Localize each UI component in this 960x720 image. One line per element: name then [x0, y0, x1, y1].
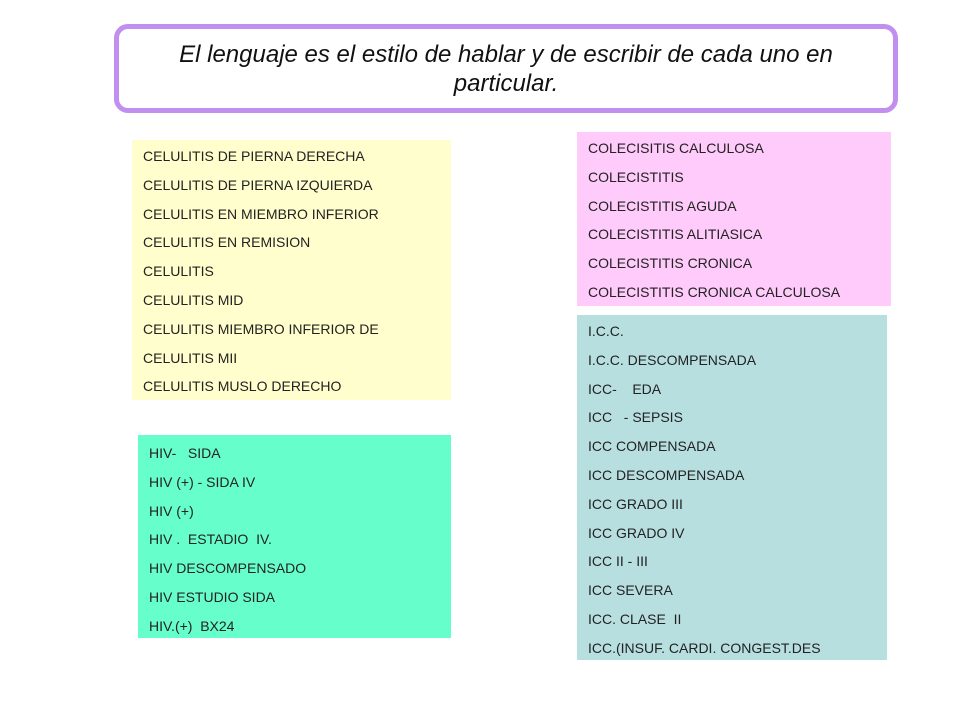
hiv-item: HIV- SIDA: [149, 445, 221, 461]
hiv-item: HIV DESCOMPENSADO: [149, 560, 307, 577]
celulitis-item: CELULITIS DE PIERNA IZQUIERDA: [143, 176, 373, 193]
celulitis-item: CELULITIS MID: [143, 291, 244, 308]
celulitis-item: CELULITIS EN REMISION: [143, 234, 311, 251]
celulitis-item: CELULITIS MII: [143, 349, 238, 366]
colecistitis-item: COLECISTITIS CRONICA CALCULOSA: [588, 283, 841, 300]
celulitis-list: [132, 140, 451, 400]
colecistitis-item: COLECISITIS CALCULOSA: [588, 140, 764, 156]
icc-item: ICC SEVERA: [588, 582, 673, 599]
icc-item: ICC.(INSUF. CARDI. CONGEST.DES: [588, 639, 821, 656]
colecistitis-list: [577, 132, 891, 306]
icc-item: ICC COMPENSADA: [588, 438, 716, 455]
icc-item: I.C.C.: [588, 323, 624, 339]
hiv-item: HIV ESTUDIO SIDA: [149, 588, 276, 605]
hiv-item: HIV.(+) BX24: [149, 617, 235, 634]
celulitis-item: CELULITIS: [143, 263, 214, 280]
colecistitis-item: COLECISTITIS ALITIASICA: [588, 226, 763, 243]
celulitis-item: CELULITIS MIEMBRO INFERIOR DE: [143, 320, 379, 337]
colecistitis-item: COLECISTITIS AGUDA: [588, 197, 737, 214]
icc-item: ICC DESCOMPENSADA: [588, 466, 745, 483]
colecistitis-item: COLECISTITIS: [588, 168, 684, 185]
icc-item: ICC GRADO IV: [588, 524, 685, 541]
icc-item: ICC. CLASE II: [588, 610, 682, 627]
icc-list: [577, 315, 887, 660]
icc-item: ICC II - III: [588, 553, 648, 570]
page-title: El lenguaje es el estilo de hablar y de escribir de cada uno en particular.: [179, 40, 833, 97]
hiv-item: HIV (+) - SIDA IV: [149, 473, 256, 490]
icc-item: I.C.C. DESCOMPENSADA: [588, 351, 757, 368]
celulitis-item: CELULITIS EN MIEMBRO INFERIOR: [143, 205, 379, 222]
hiv-list: [138, 435, 451, 638]
hiv-item: HIV . ESTADIO IV.: [149, 531, 272, 548]
hiv-item: HIV (+): [149, 502, 194, 519]
icc-item: ICC- EDA: [588, 380, 662, 397]
celulitis-item: CELULITIS DE PIERNA DERECHA: [143, 148, 365, 164]
celulitis-item: CELULITIS MUSLO DERECHO: [143, 378, 342, 395]
title-box: [114, 24, 898, 113]
icc-item: ICC - SEPSIS: [588, 409, 683, 426]
colecistitis-item: COLECISTITIS CRONICA: [588, 255, 753, 272]
icc-item: ICC GRADO III: [588, 495, 683, 512]
